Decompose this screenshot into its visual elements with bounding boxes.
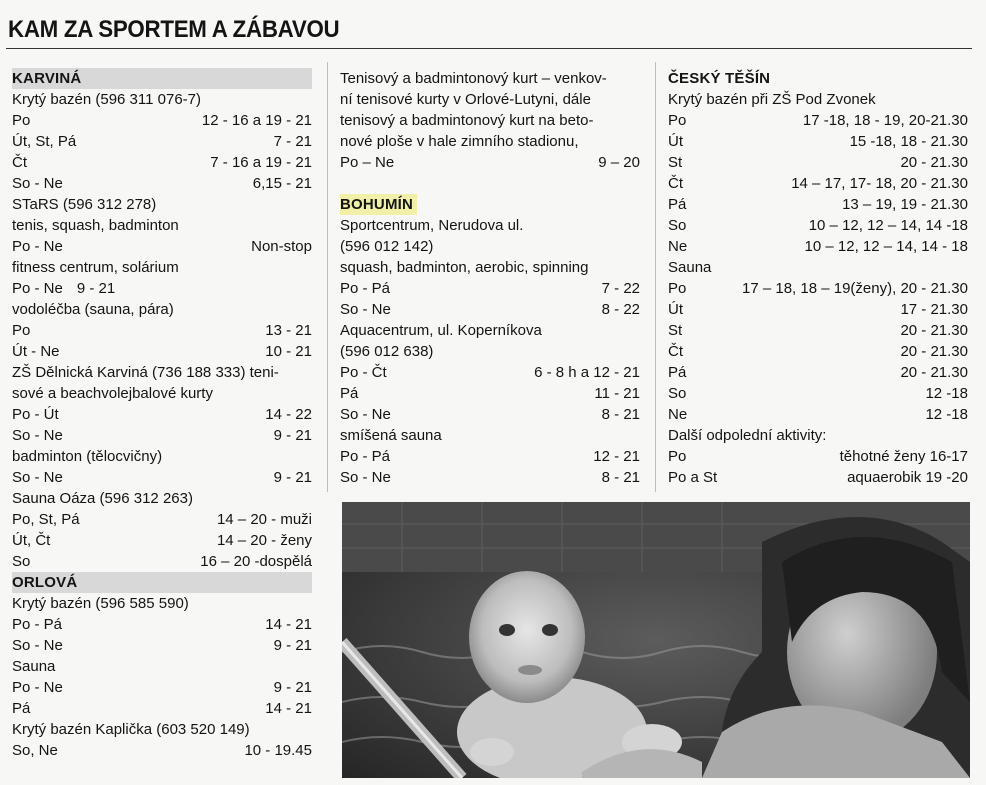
schedule-row: So 12 -18 [668,385,968,402]
schedule-row: Po a St aquaerobik 19 -20 [668,469,968,486]
schedule-row: So - Ne 8 - 22 [340,301,640,318]
venue-phone: (596 012 638) [340,343,434,360]
venue-subtitle: vodoléčba (sauna, pára) [12,301,174,318]
venue-phone: (596 012 142) [340,238,434,255]
column-karvina-orlova [12,68,312,761]
venue-title: Krytý bazén (596 585 590) [12,595,189,612]
schedule-row: Čt 20 - 21.30 [668,343,968,360]
schedule-row: Po 17 -18, 18 - 19, 20-21.30 [668,112,968,129]
schedule-row: Út, Čt 14 – 20 - ženy [12,532,312,549]
schedule-row: So - Ne 6,15 - 21 [12,175,312,192]
venue-subtitle: badminton (tělocvičny) [12,448,163,465]
schedule-row: Po - Pá 12 - 21 [340,448,640,465]
venue-description: tenisový a badmintonový kurt na beto- [340,112,594,129]
schedule-row: Út, St, Pá 7 - 21 [12,133,312,150]
schedule-row: So - Ne 9 - 21 [12,637,312,654]
schedule-row: Po 17 – 18, 18 – 19(ženy), 20 - 21.30 [668,280,968,297]
schedule-row: Po – Ne 9 – 20 [340,154,640,171]
schedule-row: Po - Ne Non-stop [12,238,312,255]
venue-subtitle: smíšená sauna [340,427,442,444]
venue-subtitle: Sauna [668,259,712,276]
pool-photo [342,502,970,778]
schedule-row: Po - Čt 6 - 8 h a 12 - 21 [340,364,640,381]
page-headline: KAM ZA SPORTEM A ZÁBAVOU [8,16,340,43]
schedule-row: Po 12 - 16 a 19 - 21 [12,112,312,129]
venue-title: Sauna Oáza (596 312 263) [12,490,193,507]
venue-subtitle: Sauna [12,658,56,675]
schedule-row: So 10 – 12, 12 – 14, 14 -18 [668,217,968,234]
schedule-row: Pá 20 - 21.30 [668,364,968,381]
venue-title: Krytý bazén při ZŠ Pod Zvonek [668,91,876,108]
schedule-row: So 16 – 20 -dospělá [12,553,312,570]
venue-title: sové a beachvolejbalové kurty [12,385,213,402]
headline-rule [6,48,972,49]
schedule-row: Pá 11 - 21 [340,385,640,402]
schedule-row: Čt 7 - 16 a 19 - 21 [12,154,312,171]
venue-description: ní tenisové kurty v Orlové-Lutyni, dále [340,91,591,108]
section-heading-karvina: KARVINÁ [12,68,312,89]
schedule-row: Po, St, Pá 14 – 20 - muži [12,511,312,528]
schedule-row: So - Ne 8 - 21 [340,469,640,486]
schedule-row: Po - Ne 9 - 21 [12,679,312,696]
section-heading-orlova: ORLOVÁ [12,572,312,593]
venue-title: Aquacentrum, ul. Koperníkova [340,322,542,339]
venue-title: Krytý bazén (596 311 076-7) [12,91,202,108]
venue-title: ZŠ Dělnická Karviná (736 188 333) teni- [12,364,279,381]
schedule-row: Út 15 -18, 18 - 21.30 [668,133,968,150]
section-heading-bohumin: BOHUMÍN [340,194,417,215]
column-divider [655,62,656,492]
schedule-row: So, Ne 10 - 19.45 [12,742,312,759]
schedule-row: Po - Pá 14 - 21 [12,616,312,633]
schedule-row: Čt 14 – 17, 17- 18, 20 - 21.30 [668,175,968,192]
schedule-row: St 20 - 21.30 [668,154,968,171]
venue-title: STaRS (596 312 278) [12,196,157,213]
section-heading-cesky-tesin: ČESKÝ TĚŠÍN [668,70,771,87]
schedule-row: So - Ne 9 - 21 [12,427,312,444]
venue-title: Krytý bazén Kaplička (603 520 149) [12,721,250,738]
schedule-row: So - Ne 8 - 21 [340,406,640,423]
schedule-row: Ne 12 -18 [668,406,968,423]
schedule-row: Po těhotné ženy 16-17 [668,448,968,465]
schedule-row: Po - Út 14 - 22 [12,406,312,423]
schedule-row: Út 17 - 21.30 [668,301,968,318]
schedule-row: Po - Pá 7 - 22 [340,280,640,297]
schedule-row: St 20 - 21.30 [668,322,968,339]
venue-subtitle: tenis, squash, badminton [12,217,179,234]
column-cesky-tesin [668,68,968,488]
schedule-row: Pá 13 – 19, 19 - 21.30 [668,196,968,213]
venue-subtitle: squash, badminton, aerobic, spinning [340,259,589,276]
schedule-row: Po - Ne 9 - 21 [12,280,116,297]
schedule-row: Po 13 - 21 [12,322,312,339]
schedule-row: Út - Ne 10 - 21 [12,343,312,360]
schedule-row: Ne 10 – 12, 12 – 14, 14 - 18 [668,238,968,255]
schedule-row: So - Ne 9 - 21 [12,469,312,486]
schedule-row: Pá 14 - 21 [12,700,312,717]
column-orlova-bohumin [340,68,640,488]
venue-subtitle: Další odpolední aktivity: [668,427,827,444]
venue-title: Sportcentrum, Nerudova ul. [340,217,524,234]
venue-description: nové ploše v hale zimního stadionu, [340,133,579,150]
venue-subtitle: fitness centrum, solárium [12,259,179,276]
venue-description: Tenisový a badmintonový kurt – venkov- [340,70,607,87]
column-divider [327,62,328,492]
